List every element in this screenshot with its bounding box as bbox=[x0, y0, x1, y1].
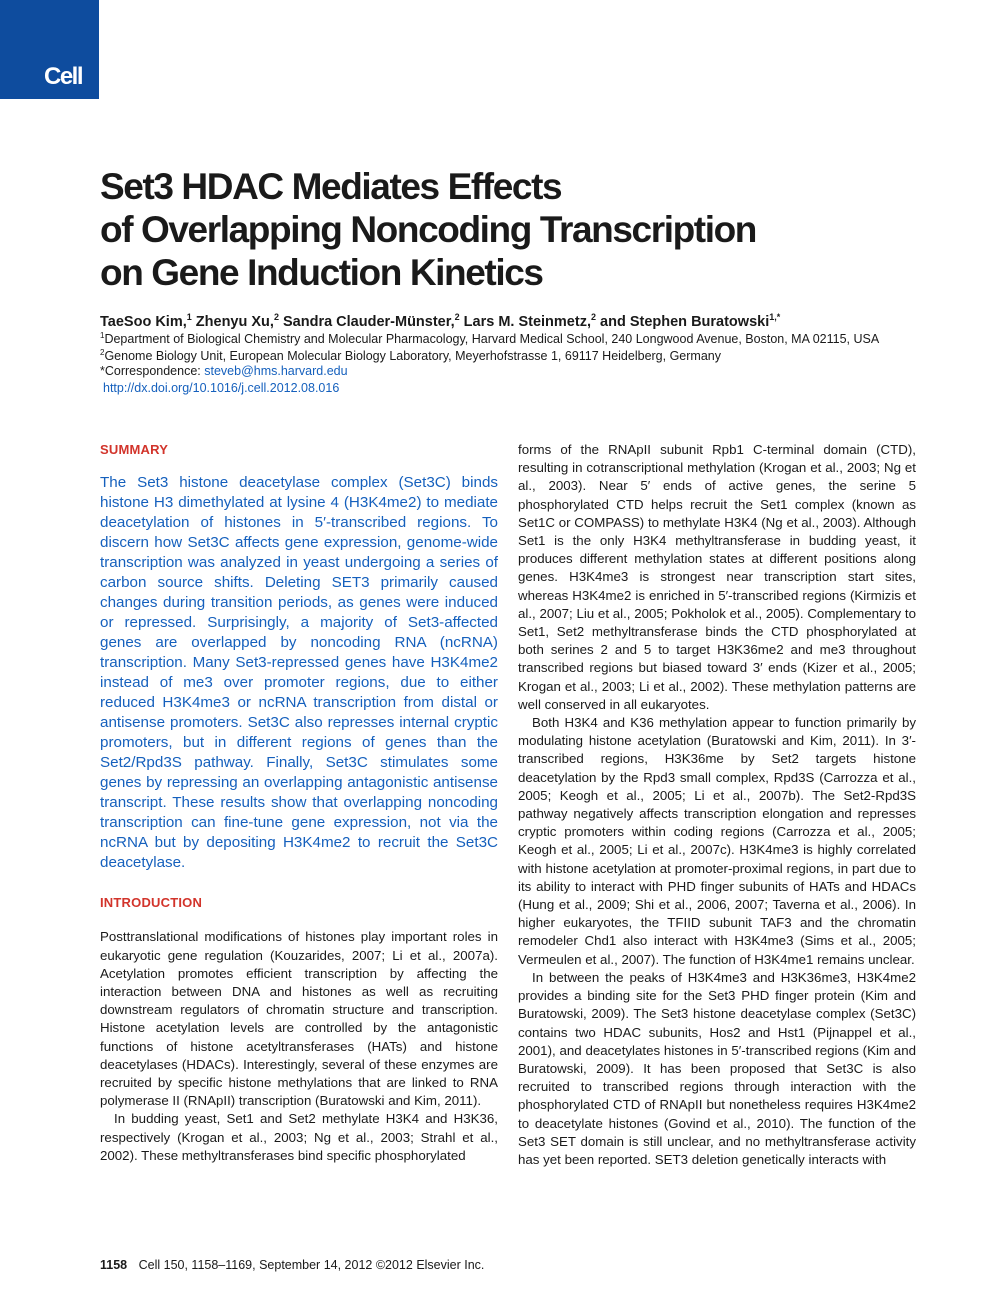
author-name: TaeSoo Kim, bbox=[100, 313, 187, 330]
cell-logo bbox=[0, 0, 99, 99]
summary-heading: SUMMARY bbox=[100, 442, 169, 457]
article-title bbox=[100, 165, 960, 294]
body-paragraph: In between the peaks of H3K4me3 and H3K36me3, H3K4me2 provides a binding site for the Set3 PHD finger protein (Kim and Buratowski, 2009). The Set3 histone deacetylase complex (Set3C) contains two HDAC subunits, Hos2 and Hst1 (Pijnappel et al., 2001), and deacetylates histones in 5′-transcribed regions (Kim and Buratowski, 2009). It has been proposed that Set3C is also recruited to transcribed regions through interaction with the phosphorylated CTD of RNApII but nonetheless requires H3K4me2 to deacetylate histones (Govind et al., 2010). The function of the Set3 SET domain is still unclear, and no methyltransferase activity has yet been reported. SET3 deletion genetically interacts with bbox=[518, 969, 916, 1167]
intro-paragraph: Posttranslational modifications of histones play important roles in eukaryotic gene regulation (Kouzarides, 2007; Li et al., 2007a). Acetylation promotes efficient transcription by affecting the interaction between DNA and histones as well as recruiting downstream regulators of chromatin structure and transcription. Histone acetylation levels are controlled by the antagonistic functions of histone acetyltransferases (HATs) and histone deacetylases (HDACs). Interestingly, several of these enzymes are recruited by specific histone methylations that are linked to RNA polymerase II (RNApII) transcription (Buratowski and Kim, 2011). bbox=[100, 929, 498, 1109]
summary-text: The Set3 histone deacetylase complex (Set3C) binds histone H3 dimethylated at lysine 4 (H3K4me2) to mediate deacetylation of histones in 5′-transcribed regions. To discern how Set3C affects gene expression, genome-wide transcription was analyzed in yeast undergoing a series of carbon source shifts. Deleting SET3 primarily caused changes during transition periods, as genes were induced or repressed. Surprisingly, a majority of Set3-affected genes are overlapped by noncoding RNA (ncRNA) transcription. Many Set3-repressed genes have H3K4me2 instead of me3 over promoter regions, due to either reduced H3K4me3 or ncRNA transcription from distal or antisense promoters. Set3C also represses internal cryptic promoters, but in different regions of genes than the Set2/Rpd3S pathway. Finally, Set3C stimulates some genes by repressing an overlapping antagonistic antisense transcript. These results show that overlapping noncoding transcription can fine-tune gene expression, not via the ncRNA but by depositing H3K4me2 to recruit the Set3C deacetylase. bbox=[100, 474, 498, 872]
body-paragraph: forms of the RNApII subunit Rpb1 C-terminal domain (CTD), resulting in cotranscriptional methylation (Krogan et al., 2003; Ng et al., 2003). Near 5′ ends of active genes, the serine 5 phosphorylated CTD helps recruit the Set1 complex (known as Set1C or COMPASS) to methylate H3K4 (Ng et al., 2003). Although Set1 is the only H3K4 methyltransferase in budding yeast, it produces different methylation states at different positions along genes. H3K4me3 is strongest near transcription start sites, whereas H3K4me2 is enriched in 5′-transcribed regions (Kirmizis et al., 2007; Liu et al., 2005; Pokholok et al., 2005). Complementary to Set1, Set2 methyltransferase binds the CTD phosphorylated at both serines 2 and 5 to target H3K36me2 and me3 throughout transcribed regions but biased toward 3′ ends (Kizer et al., 2005; Krogan et al., 2003; Li et al., 2002). These methylation patterns are well conserved in all eukaryotes. bbox=[518, 442, 916, 712]
affiliation-text: Department of Biological Chemistry and Molecular Pharmacology, Harvard Medical School, 240 Longwood Avenue, Boston, MA 02115, USA bbox=[104, 332, 880, 347]
correspondence-email[interactable]: steveb@hms.harvard.edu bbox=[204, 364, 348, 378]
author-name: and Stephen Buratowski bbox=[600, 313, 770, 330]
body-paragraph: Both H3K4 and K36 methylation appear to function primarily by modulating histone acetylation (Buratowski and Kim, 2011). In 3′-transcribed regions, H3K36me by Set2 targets histone deacetylation by the Rpd3 small complex, Rpd3S (Carrozza et al., 2005; Keogh et al., 2005; Li et al., 2007b). The Set2-Rpd3S pathway negatively affects transcription elongation and represses cryptic promoters within coding regions (Carrozza et al., 2005; Keogh et al., 2005; Li et al., 2007c). H3K4me3 is highly correlated with histone acetylation at promoter-proximal regions, in part due to its ability to interact with PHD finger subunits of HATs and HDACs (Hung et al., 2009; Shi et al., 2006, 2007; Taverna et al., 2006). In higher eukaryotes, the TFIID subunit TAF3 and the chromatin remodeler Chd1 also interact with H3K4me3 (Sims et al., 2005; Vermeulen et al., 2007). The function of H3K4me1 remains unclear. bbox=[518, 715, 916, 967]
author-name: Sandra Clauder-Münster, bbox=[283, 313, 455, 330]
affiliation-sup: 2 bbox=[100, 348, 105, 357]
cell-logo-text: Cell bbox=[44, 63, 83, 90]
affiliation-text: Genome Biology Unit, European Molecular Biology Laboratory, Meyerhofstrasse 1, 69117 Heidelberg, Germany bbox=[104, 349, 721, 364]
right-column bbox=[518, 441, 916, 1169]
title-line: on Gene Induction Kinetics bbox=[100, 252, 543, 293]
citation: Cell 150, 1158–1169, September 14, 2012 ©2012 Elsevier Inc. bbox=[138, 1258, 485, 1272]
author-list bbox=[100, 312, 780, 330]
author-name: Lars M. Steinmetz, bbox=[463, 313, 591, 330]
left-column bbox=[100, 441, 498, 1165]
introduction-heading: INTRODUCTION bbox=[100, 895, 203, 911]
affiliation-1 bbox=[100, 331, 879, 346]
author-sup: 1 bbox=[186, 312, 192, 322]
doi-link[interactable]: http://dx.doi.org/10.1016/j.cell.2012.08.016 bbox=[103, 381, 340, 395]
author-name: Zhenyu Xu, bbox=[195, 313, 274, 330]
affiliation-sup: 1 bbox=[100, 331, 105, 340]
author-sup: 1,* bbox=[769, 312, 781, 322]
intro-paragraph: In budding yeast, Set1 and Set2 methylate H3K4 and H3K36, respectively (Krogan et al., 2003; Ng et al., 2003; Strahl et al., 2002). These methyltransferases bind specific phosphorylated bbox=[100, 1111, 498, 1163]
page-footer bbox=[100, 1258, 484, 1272]
title-line: Set3 HDAC Mediates Effects bbox=[100, 166, 562, 207]
doi bbox=[103, 381, 339, 395]
author-sup: 2 bbox=[590, 312, 596, 322]
correspondence-label: *Correspondence: bbox=[100, 364, 205, 378]
author-sup: 2 bbox=[273, 312, 279, 322]
title-line: of Overlapping Noncoding Transcription bbox=[100, 209, 756, 250]
author-sup: 2 bbox=[454, 312, 460, 322]
page-number: 1158 bbox=[100, 1258, 128, 1272]
affiliation-2 bbox=[100, 348, 721, 363]
correspondence bbox=[100, 364, 348, 378]
